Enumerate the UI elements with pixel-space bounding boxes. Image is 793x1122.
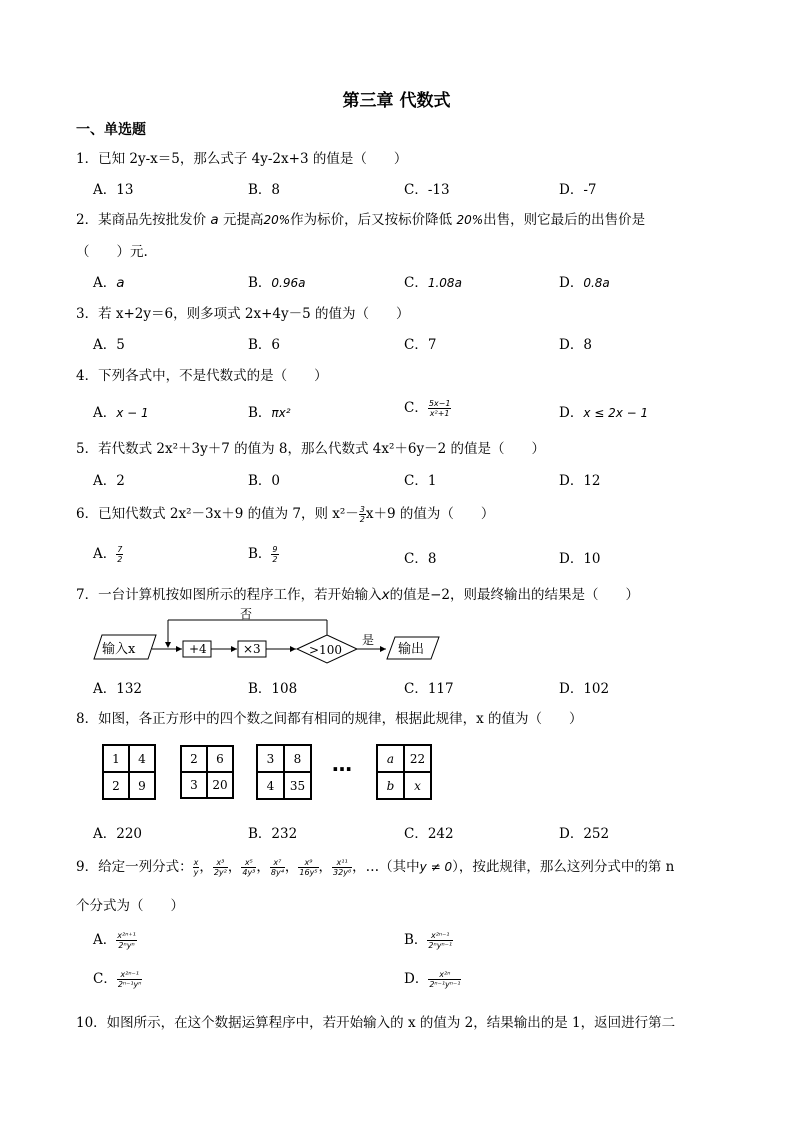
q9-a-label: A． [93,932,117,948]
q4-c-label: C． [404,400,428,416]
q4-a-label: A． [93,405,117,421]
q6-a-den: 2 [117,555,123,564]
q8-option-a: A．220 [93,826,143,842]
q9-frac-den: 32y⁶ [333,868,352,877]
q2-option-b [248,271,306,291]
q5-option-c: C．1 [404,473,437,489]
q1-option-a: A．13 [93,182,134,198]
grid-cell: 6 [216,752,224,766]
q9-frac-den: 4y³ [242,868,256,877]
q2-stem-mid: 元提高 [222,212,264,228]
q9-frac-3 [241,858,256,877]
q7-option-d: D．102 [559,681,610,697]
question-2-stem-line2: （ ）元. [76,244,148,260]
q7-stem-end: 的值是−2，则最终输出的结果是（ ） [389,587,639,603]
q4-c-den: x²+1 [429,409,450,418]
q2-a-label: A． [93,275,117,291]
q6-a-label: A． [93,546,117,562]
q2-pct2: 20% [456,213,484,227]
q8-grid-2 [180,745,234,799]
q9-frac-den: 2y² [213,868,227,877]
q9-b-den: 2ⁿyⁿ⁻¹ [428,941,453,950]
q1-option-c: C．-13 [404,182,450,198]
grid-cell: 35 [289,778,306,793]
q6-b-num: 9 [272,545,278,554]
q9-a-fraction [116,931,137,950]
page-title: 第三章 代数式 [342,91,451,111]
q6-option-a [93,542,123,564]
question-2-stem [76,208,645,228]
q6-b-fraction [271,545,278,564]
question-1-stem: 1．已知 2y-x＝5，那么式子 4y-2x+3 的值是（ ） [76,151,408,167]
q6-b-den: 2 [272,555,278,564]
q9-frac-num: x⁷ [270,858,285,868]
q2-option-a [93,271,125,291]
q2-a-value: a [116,275,125,291]
q4-option-d [559,401,648,421]
flow-input-label: 输入x [102,642,136,657]
q2-stem-mid2: 作为标价，后又按标价降低 [290,212,453,228]
q9-frac-6 [332,858,352,877]
q9-a-den: 2ⁿyⁿ [118,941,135,950]
q2-option-d [559,271,610,291]
grid-cell: 4 [266,778,275,793]
grid-cell: a [386,751,395,766]
q9-option-c [93,967,142,989]
q7-option-a: A．132 [93,681,143,697]
question-10-stem: 10．如图所示，在这个数据运算程序中，若开始输入的 x 的值为 2，结果输出的是 1，返回进行第二 [76,1015,676,1031]
q4-option-b [248,401,291,421]
question-6-stem [76,502,494,524]
flow-yes-label: 是 [362,633,375,647]
q2-pct1: 20% [263,213,291,227]
q8-option-d: D．252 [559,826,610,842]
grid-cell: 20 [212,778,228,792]
q7-flowchart [90,607,450,665]
question-7-stem [76,583,639,603]
q9-condition: y ≠ 0 [419,860,453,874]
q9-c-num: x²ⁿ⁻¹ [117,970,143,980]
question-3-stem: 3．若 x+2y＝6，则多项式 2x+4y－5 的值为（ ） [76,306,410,322]
question-5-stem: 5．若代数式 2x²＋3y＋7 的值为 8，那么代数式 4x²＋6y－2 的值是（ ） [76,441,545,457]
q4-c-num: 5x−1 [428,399,451,408]
q8-option-b: B．232 [248,826,298,842]
q8-grid-3 [256,744,312,800]
q9-frac-5 [298,858,318,877]
q9-c-fraction [117,970,143,989]
grid-cell: 8 [293,751,302,766]
q9-option-a [93,928,137,950]
q8-ellipsis: … [332,752,352,776]
q9-option-d [404,967,461,989]
q9-d-fraction [428,970,461,989]
q4-b-label: B． [248,405,272,421]
q9-stem-mid: ，…（其中 [352,859,420,875]
q9-frac-4 [270,858,285,877]
q2-option-c [404,271,462,291]
q9-frac-num: x⁵ [241,858,256,868]
q6-a-num: 7 [117,545,123,554]
q9-c-label: C． [93,971,117,987]
q2-b-value: 0.96a [271,276,306,290]
q9-frac-num: x¹¹ [332,858,352,868]
q2-stem-start: 2．某商品先按批发价 [76,212,207,228]
question-8-stem: 8．如图，各正方形中的四个数之间都有相同的规律，根据此规律，x 的值为（ ） [76,711,583,727]
q7-stem-start: 7．一台计算机按如图所示的程序工作，若开始输入 [76,587,382,603]
q9-frac-2 [213,858,228,877]
q9-c-den: 2ⁿ⁻¹yⁿ [117,980,142,989]
q5-option-d: D．12 [559,473,601,489]
q9-frac-den: y [193,868,199,877]
q6-frac-den: 2 [359,515,365,524]
section-heading: 一、单选题 [76,122,146,138]
q9-frac-num: x [193,858,199,867]
q5-option-a: A．2 [93,473,125,489]
grid-cell: 4 [138,751,146,766]
flow-step1-label: +4 [189,642,207,656]
q9-frac-num: x³ [213,858,228,868]
q9-frac-num: x⁹ [298,858,318,868]
q6-frac-num: 3 [359,505,365,514]
q8-grid-4 [376,744,432,800]
q4-b-value: πx² [271,406,291,420]
q6-option-c: C．8 [404,551,437,567]
q8-grid-1 [102,744,156,800]
q4-a-value: x − 1 [116,406,149,420]
grid-cell: 22 [409,751,426,766]
q4-d-label: D． [559,405,584,421]
q1-option-d: D．-7 [559,182,597,198]
q9-option-b [404,928,453,950]
q3-option-c: C．7 [404,337,437,353]
q2-b-label: B． [248,275,272,291]
q9-b-label: B． [404,932,428,948]
q6-a-fraction [116,545,123,564]
q9-frac-den: 8y⁴ [270,868,284,877]
flow-step2-label: ×3 [243,642,261,656]
q6-option-b [248,542,279,564]
q7-option-c: C．117 [404,681,454,697]
q9-b-num: x²ⁿ⁻¹ [427,931,453,941]
grid-cell: 9 [138,778,146,793]
q6-stem-start: 6．已知代数式 2x²－3x＋9 的值为 7，则 x²－ [76,506,359,522]
q2-c-label: C． [404,275,428,291]
q3-option-b: B．6 [248,337,281,353]
q2-stem-end: 出售，则它最后的出售价是 [483,212,646,228]
q9-stem-end: ），按此规律，那么这列分式中的第 n [452,859,675,875]
question-9-stem: 9．给定一列分式： $\frac{x}{y}$ ， $\frac{\text{x³}}{\text{2y²}}$ ， $\frac{\text{x⁵}}{\text{4y³}}$ ， $\frac{\text{x⁷}}{\text{8y⁴}}$ ， $\frac{\text{x⁹}}{\text{16y⁵}}$ ， $\frac{\text{x¹¹}}{\text{32y⁶}}$ ，…（其中y ≠ 0），按此规律，那么这列分式中的第 n [76,858,675,877]
q2-var-a: a [210,212,219,228]
grid-cell: x [414,778,421,793]
q6-b-label: B． [248,546,272,562]
flow-condition-label: >100 [309,643,342,657]
grid-cell: 3 [190,778,198,792]
grid-cell: b [386,778,395,793]
q9-stem-start: 9．给定一列分式： [76,859,193,875]
q3-option-d: D．8 [559,337,592,353]
flow-output-label: 输出 [398,642,425,657]
q9-d-label: D． [404,971,429,987]
q7-option-b: B．108 [248,681,298,697]
q4-option-a [93,401,149,421]
grid-cell: 1 [112,751,120,766]
q9-frac-1 [193,858,200,877]
q6-stem-end: x＋9 的值为（ ） [365,506,495,522]
q3-option-a: A．5 [93,337,125,353]
grid-cell: 3 [266,751,275,766]
q6-fraction [359,505,366,524]
grid-cell: 2 [112,778,120,793]
q9-b-fraction [427,931,453,950]
question-9-stem-line2: 个分式为（ ） [76,898,184,914]
q1-option-b: B．8 [248,182,281,198]
q8-option-c: C．242 [404,826,454,842]
q5-option-b: B．0 [248,473,281,489]
q4-c-fraction [428,399,452,418]
flow-no-label: 否 [240,607,253,621]
q9-d-num: x²ⁿ [428,970,461,980]
q4-d-value: x ≤ 2x − 1 [583,406,649,420]
q7-var-x: x [381,587,390,603]
q9-d-den: 2ⁿ⁻¹yⁿ⁻¹ [429,980,461,989]
q6-option-d: D．10 [559,551,601,567]
q2-d-label: D． [559,275,584,291]
q2-d-value: 0.8a [583,276,610,290]
grid-cell: 2 [190,752,198,766]
q2-c-value: 1.08a [427,276,462,290]
q9-frac-den: 16y⁵ [299,868,318,877]
q4-option-c [404,396,451,418]
q9-a-num: x²ⁿ⁺¹ [117,931,136,940]
question-4-stem: 4．下列各式中，不是代数式的是（ ） [76,368,328,384]
